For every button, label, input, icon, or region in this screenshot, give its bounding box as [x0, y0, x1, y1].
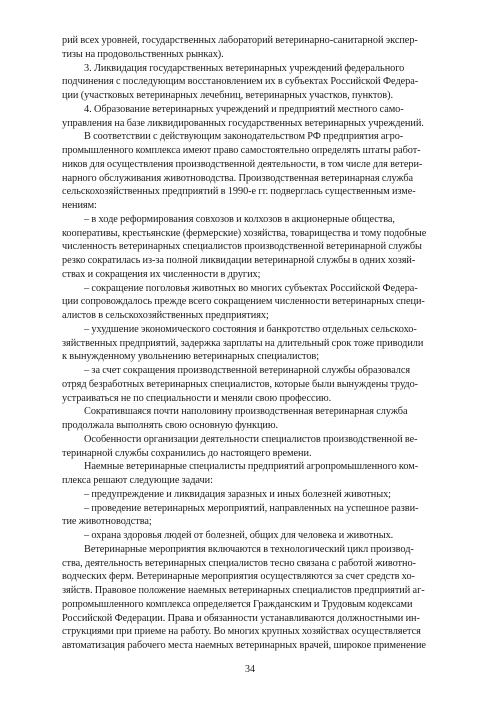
paragraph-2: 3. Ликвидация государственных ветеринарных учреждений федерального подчинения с последующим восстановлением их в субъектах Российской Федера- ции (участковых ветеринарных лечебниц, ветеринарных участков, пунктов).	[62, 62, 419, 101]
paragraph-11: Наемные ветеринарные специалисты предприятий агропромышленного ком- плекса решают следующие задачи:	[62, 461, 419, 486]
page-body	[62, 34, 454, 653]
paragraph-10: Особенности организации деятельности специалистов производственной ве- теринарной службы сохранились до настоящего времени.	[62, 433, 418, 459]
paragraph-8: – за счет сокращения производственной ветеринарной службы образовался отряд безработных ветеринарных специалистов, которые были вынуждены трудо- устраиваться не по специальности и меняли свою профессию.	[62, 365, 419, 404]
paragraph-9: Сократившаяся почти наполовину производственная ветеринарная служба продолжала выполнять свою основную функцию.	[62, 406, 408, 431]
paragraph-7: – ухудшение экономического состояния и банкротство отдельных сельскохо- зяйственных предприятий, задержка зарплаты на длительный срок тоже приводили к вынужденному увольнению ветеринарных специалистов;	[62, 323, 424, 363]
paragraph-6: – сокращение поголовья животных во многих субъектах Российской Федера- ции сопровождалось прежде всего сокращением численности ветеринарных специ- алистов в сельскохозяйственных предприятиях;	[62, 282, 425, 321]
paragraph-3: 4. Образование ветеринарных учреждений и предприятий местного само- управления на базе ликвидированных государственных ветеринарных учреждений.	[62, 103, 424, 129]
paragraph-4: В соответствии с действующим законодательством РФ предприятия агро- промышленного комплекса имеют право самостоятельно определять штаты работ- ников для осуществления производственной деятельности, в том числе для ветери- нарного обслуживания животноводства. Производственная ветеринарная служба сельскохозяйственных предприятий в 1990-е гг. подверглась существенным изме- нениям:	[62, 131, 423, 211]
paragraph-13: – проведение ветеринарных мероприятий, направленных на успешное разви- тие животноводства;	[62, 502, 419, 528]
page-number: 34	[245, 664, 255, 675]
paragraph-14: – охрана здоровья людей от болезней, общих для человека и животных.	[84, 530, 394, 541]
paragraph-15: Ветеринарные мероприятия включаются в технологический цикл производ- ства, деятельность ветеринарных специалистов тесно связана с работой животно- водческих ферм. Ветеринарные мероприятия осуществляются за счет средств хо- зяйств. Правовое положение наемных ветеринарных специалистов предприятий аг- ропромышленного комплекса определяется Гражданским и Трудовым кодексами Российской Федерации. Права и обязанности устанавливаются должностными ин- струкциями при приеме на работу. Во многих крупных хозяйствах осуществляется автоматизация рабочего места наемных ветеринарных врачей, широкое применение	[62, 543, 426, 651]
paragraph-1: рий всех уровней, государственных лабораторий ветеринарно-санитарной экспер- тизы на продовольственных рынках).	[62, 35, 418, 60]
paragraph-12: – предупреждение и ликвидация заразных и иных болезней животных;	[84, 488, 391, 500]
paragraph-5: – в ходе реформирования совхозов и колхозов в акционерные общества, кооперативы, крестьянские (фермерские) хозяйства, товарищества и тому подобные численность ветеринарных специалистов производственной ветеринарной службы резко сократилась из-за полной ликвидации ветеринарной службы в одних хозяй- ствах и сокращения их численности в других;	[62, 213, 427, 280]
